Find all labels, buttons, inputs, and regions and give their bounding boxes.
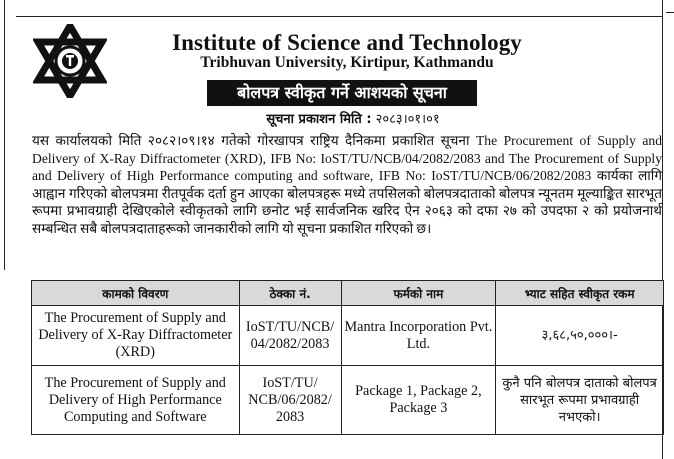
cell-amount: कुनै पनि बोलपत्र दाताको बोलपत्र सारभूत रूपमा प्रभावग्राही नभएको। [496,366,664,435]
notice-banner: बोलपत्र स्वीकृत गर्ने आशयको सूचना [207,80,477,106]
university-emblem-icon [33,24,107,98]
cell-contract-no: IoST/TU/ NCB/06/2082/ 2083 [239,366,341,435]
institute-title: Institute of Science and Technology [172,30,522,55]
column-header-description: कामको विवरण [32,281,240,306]
notice-top-rule [16,16,662,17]
left-border-line [4,0,5,270]
column-header-contract-no: ठेक्का नं. [239,281,341,306]
publication-date [228,109,478,127]
cell-description: The Procurement of Supply and Delivery of X-Ray Diffractometer (XRD) [32,306,240,366]
cell-firm: Mantra Incorporation Pvt. Ltd. [341,306,496,366]
university-subtitle: Tribhuvan University, Kirtipur, Kathmandu [200,54,494,71]
publication-date-label: सूचना प्रकाशन मिति : [266,112,372,127]
table-row [32,306,664,366]
notice [16,0,662,459]
cell-firm: Package 1, Package 2, Package 3 [341,366,496,435]
top-border-line [666,12,674,13]
column-header-amount: भ्याट सहित स्वीकृत रकम [496,281,664,306]
award-table [31,280,664,435]
table-header-row [32,281,664,306]
table-row [32,366,664,435]
notice-paragraph: यस कार्यालयको मिति २०८२।०९।१४ गतेको गोरखापत्र राष्ट्रिय दैनिकमा प्रकाशित सूचना The Procurement of Supply and Delivery of X-Ray Diffractometer (XRD), IFB No: IoST/TU/NCB/04/2082/2083 and The Procurement of Supply and Delivery of High Performance computing and software, IFB No: IoST/TU/NCB/06/2082/2083 कार्यका लागि आह्वान गरिएको बोलपत्रमा रीतपूर्वक दर्ता हुन आएका बोलपत्रहरू मध्ये तपसिलको बोलपत्रदाताको बोलपत्र न्यूनतम मूल्याङ्कित सारभूत रूपमा प्रभावग्राही देखिएकोले स्वीकृतको लागि छनोट भई सार्वजनिक खरिद ऐन २०६३ को दफा २७ को उपदफा २ को प्रयोजनार्थ सम्बन्धित सबै बोलपत्रदाताहरूको जानकारीको लागि यो सूचना प्रकाशित गरिएको छ। [32,133,662,236]
cell-contract-no: IoST/TU/NCB/ 04/2082/2083 [239,306,341,366]
publication-date-value: २०८३।०१।०१ [375,112,440,127]
cell-description: The Procurement of Supply and Delivery of High Performance Computing and Software [32,366,240,435]
cell-amount: ३,६८,५०,०००।- [496,306,664,366]
column-header-firm: फर्मको नाम [341,281,496,306]
